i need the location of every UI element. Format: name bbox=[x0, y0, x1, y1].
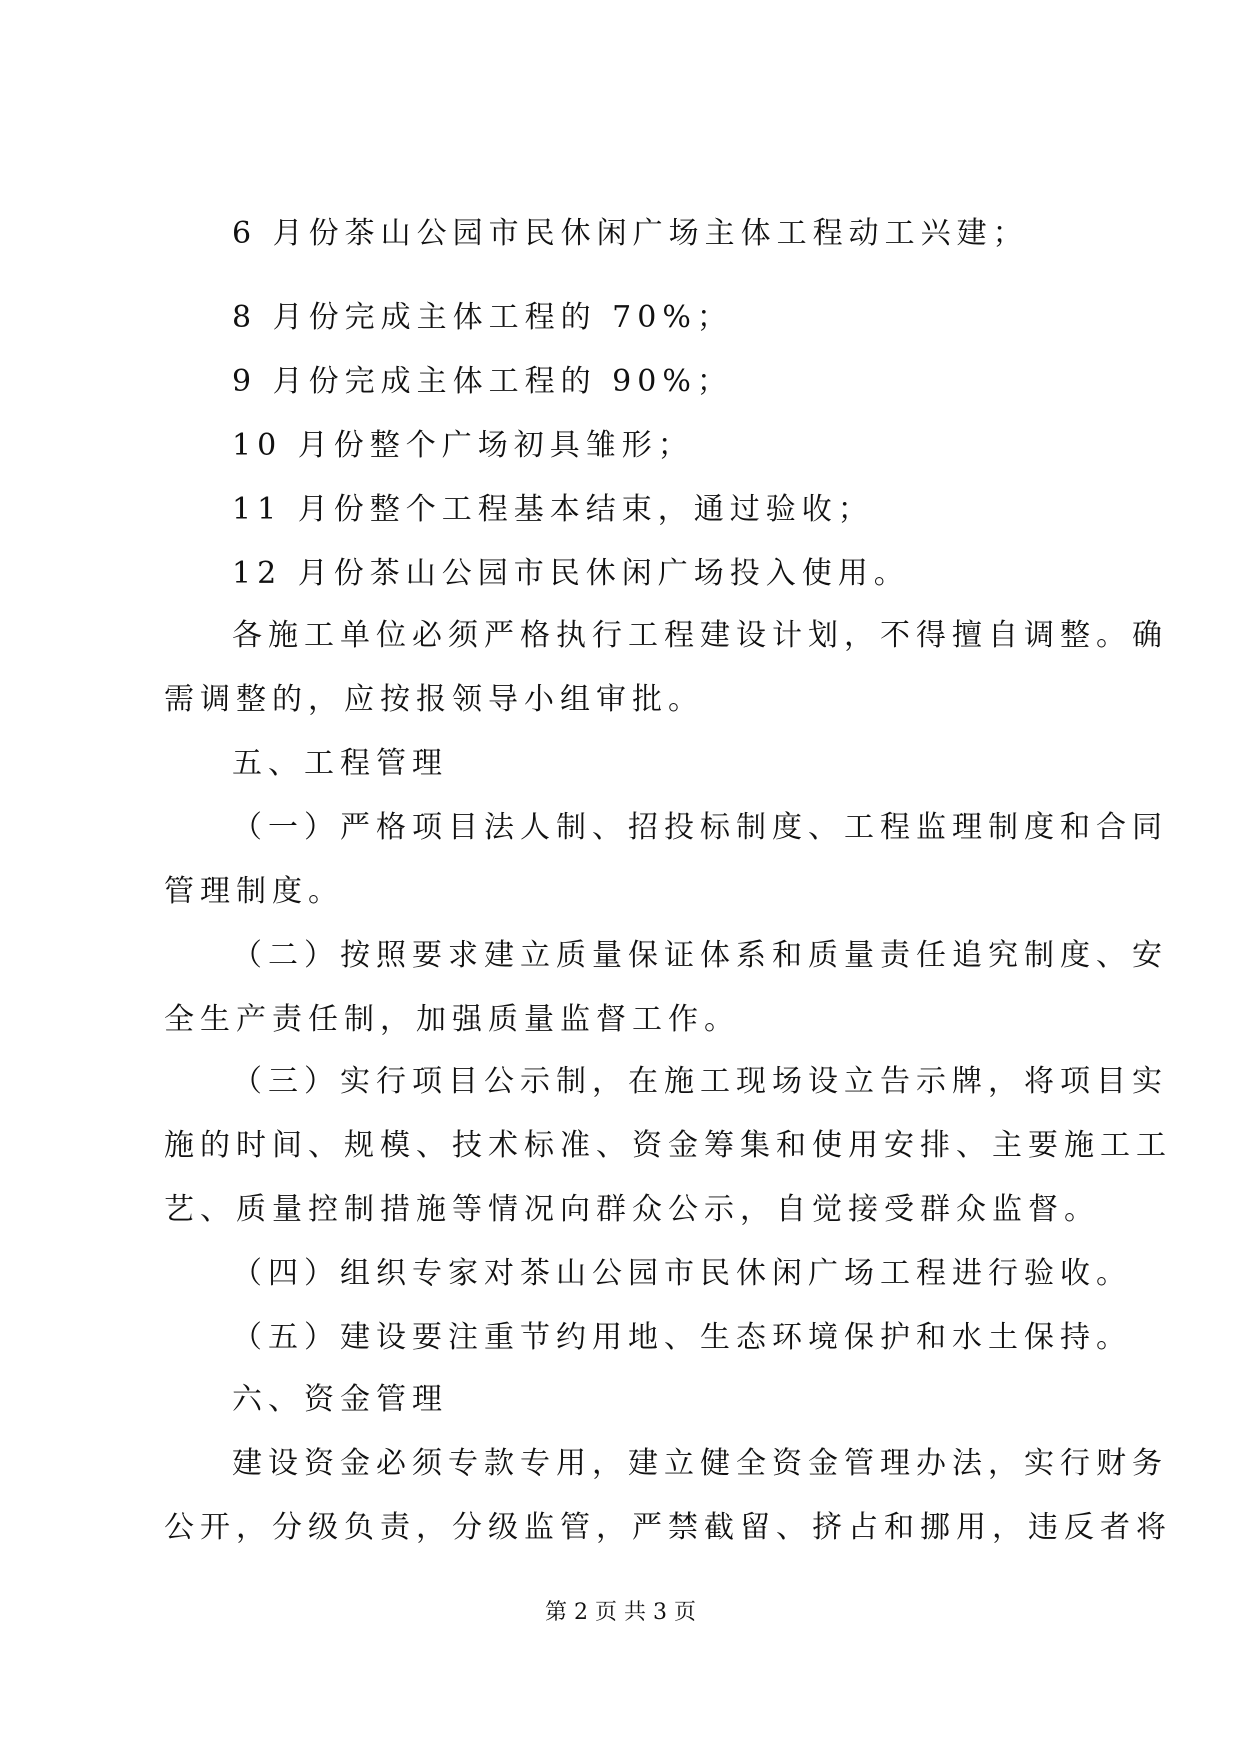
text-line: 6 月份茶山公园市民休闲广场主体工程动工兴建； bbox=[232, 216, 1029, 251]
paragraph-line: 施的时间、规模、技术标准、资金筹集和使用安排、主要施工工 bbox=[164, 1128, 1172, 1163]
paragraph-line: 需调整的，应按报领导小组审批。 bbox=[164, 682, 704, 717]
section-heading: 六、资金管理 bbox=[232, 1382, 448, 1417]
text-line: 11 月份整个工程基本结束，通过验收； bbox=[232, 492, 874, 527]
paragraph-line: （二）按照要求建立质量保证体系和质量责任追究制度、安 bbox=[232, 938, 1168, 973]
paragraph-line: 艺、质量控制措施等情况向群众公示，自觉接受群众监督。 bbox=[164, 1192, 1100, 1227]
text-line: 9 月份完成主体工程的 90%； bbox=[232, 364, 733, 399]
paragraph-line: （五）建设要注重节约用地、生态环境保护和水土保持。 bbox=[232, 1320, 1132, 1355]
paragraph-line: （一）严格项目法人制、招投标制度、工程监理制度和合同 bbox=[232, 810, 1168, 845]
paragraph-line: 各施工单位必须严格执行工程建设计划，不得擅自调整。确 bbox=[232, 618, 1168, 653]
paragraph-line: （三）实行项目公示制，在施工现场设立告示牌，将项目实 bbox=[232, 1064, 1168, 1099]
paragraph-line: 公开，分级负责，分级监管，严禁截留、挤占和挪用，违反者将 bbox=[164, 1510, 1172, 1545]
paragraph-line: 建设资金必须专款专用，建立健全资金管理办法，实行财务 bbox=[232, 1446, 1168, 1481]
section-heading: 五、工程管理 bbox=[232, 746, 448, 781]
page-footer: 第 2 页 共 3 页 bbox=[545, 1600, 696, 1625]
text-line: 12 月份茶山公园市民休闲广场投入使用。 bbox=[232, 556, 910, 591]
paragraph-line: 管理制度。 bbox=[164, 874, 344, 909]
paragraph-line: 全生产责任制，加强质量监督工作。 bbox=[164, 1002, 740, 1037]
paragraph-line: （四）组织专家对茶山公园市民休闲广场工程进行验收。 bbox=[232, 1256, 1132, 1291]
text-line: 10 月份整个广场初具雏形； bbox=[232, 428, 694, 463]
text-line: 8 月份完成主体工程的 70%； bbox=[232, 300, 733, 335]
